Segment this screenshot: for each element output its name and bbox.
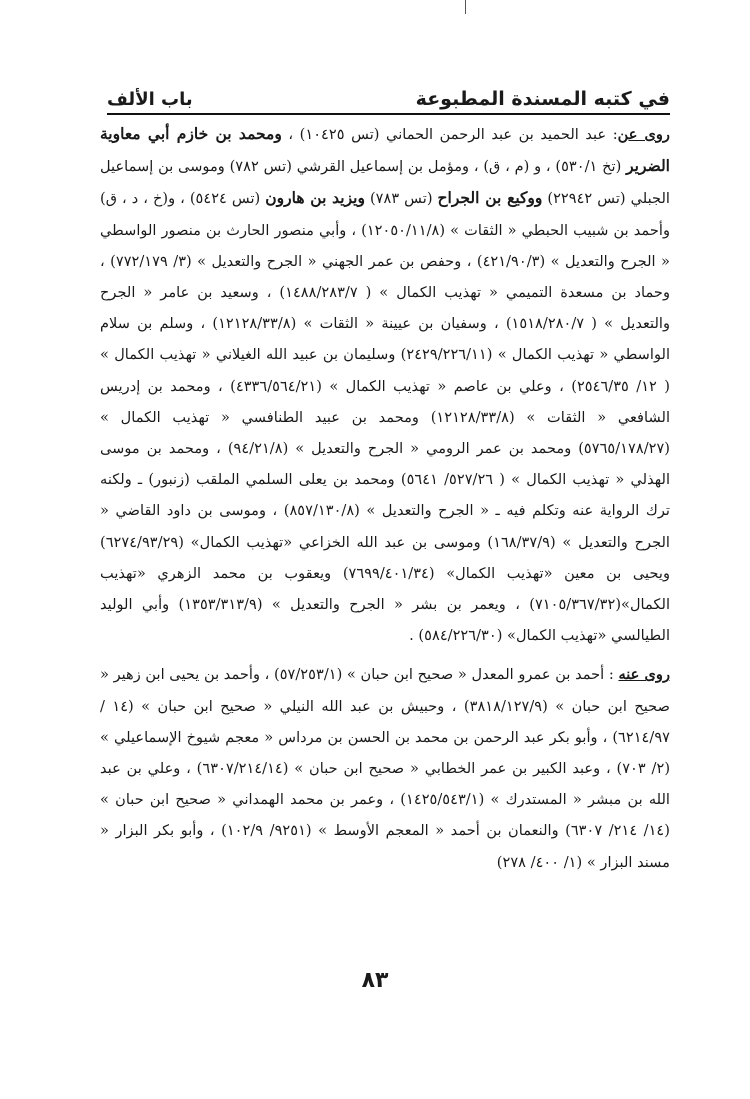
crop-mark (465, 0, 466, 14)
narrator-name-muhammad-ibn-khazim: ومحمد بن خازم أبي معاوية الضرير (100, 124, 670, 176)
narrated-from-text-3: (تس ٧٨٣) (364, 190, 438, 208)
narrated-from-label: روى عن (617, 126, 670, 143)
narrated-from-text-1: : عبد الحميد بن عبد الرحمن الحماني (تس ١٠٤٢٥) ، (281, 126, 618, 143)
narrated-by-paragraph (100, 659, 670, 877)
narrated-from-paragraph (100, 118, 670, 651)
narrated-by-text: : أحمد بن عمرو المعدل « صحيح ابن حبان » (٥٧/٢٥٣/١) ، وأحمد بن يحيى ابن زهير « صحيح ابن حبان » (٣٨١٨/١٢٧/٩) ، وحبيش بن عبد الله النيلي « صحيح ابن حبان » (١٤ /٦٢١٤/٩٧) ، وأبو بكر عبد الرحمن بن محمد بن الحسن بن مرداس « معجم شيوخ الإسماعيلي » (٢/ ٧٠٣) ، وعبد الكبير بن عمر الخطابي « صحيح ابن حبان » (٦٣٠٧/٢١٤/١٤) ، وعلي بن عبد الله بن مبشر « المستدرك » (١٤٢٥/٥٤٣/١) ، وعمر بن محمد الهمداني « صحيح ابن حبان » (١٤/ ٢١٤/ ٦٣٠٧) والنعمان بن أحمد « المعجم الأوسط » (٩٢٥١/ ١٠٢/٩) ، وأبو بكر البزار « مسند البزار » (١/ ٤٠٠/ ٢٧٨) (100, 666, 671, 871)
narrator-name-yazid-ibn-harun: ويزيد بن هارون (265, 188, 365, 208)
narrated-from-text-2: (تخ ٥٣٠/١) ، و (م ، ق) ، ومؤمل بن إسماعيل القرشي (تس ٧٨٢) وموسى بن إسماعيل الجبلي (تس ٢٢٩٤٢) (100, 158, 670, 208)
page-body (100, 118, 670, 878)
narrated-from-text-4: (تس ٥٤٢٤) ، و(خ ، د ، ق) وأحمد بن شبيب الحبطي « الثقات » (١٢٠٥٠/١١/٨) ، وأبي منصور الحارث بن منصور الواسطي « الجرح والتعديل » (٤٢١/٩٠/٣) ، وحفص بن عمر الجهني « الجرح والتعديل » (٣/ ٧٧٢/١٧٩) ، وحماد بن مسعدة التميمي « تهذيب الكمال » ( ١٤٨٨/٢٨٣/٧) ، وسعيد بن عامر « الجرح والتعديل » ( ١٥١٨/٢٨٠/٧) ، وسفيان بن عيينة « الثقات » (١٢١٢٨/٣٣/٨) ، وسلم بن سلام الواسطي « تهذيب الكمال » (٢٤٢٩/٢٢٦/١١) وسليمان بن عبيد الله الغيلاني « تهذيب الكمال » ( ١٢/ ٢٥٤٦/٣٥) ، وعلي بن عاصم « تهذيب الكمال » (٤٣٣٦/٥٦٤/٢١) ، ومحمد بن إدريس الشافعي « الثقات » (١٢١٢٨/٣٣/٨) ومحمد بن عبيد الطنافسي « تهذيب الكمال » (٥٧٦٥/١٧٨/٢٧) ومحمد بن عمر الرومي « الجرح والتعديل » (٩٤/٢١/٨) ، ومحمد بن موسى الهذلي « تهذيب الكمال » ( ٥٢٧/٢٦/ ٥٦٤١) ومحمد بن يعلى السلمي الملقب (زنبور) ـ ولكنه ترك الرواية عنه وتكلم فيه ـ « الجرح والتعديل » (٨٥٧/١٣٠/٨) ، وموسى بن داود القاضي « الجرح والتعديل » (١٦٨/٣٧/٩) وموسى بن عبد الله الخزاعي «تهذيب الكمال» (٦٢٧٤/٩٣/٢٩) ويحيى بن معين «تهذيب الكمال» (٧٦٩٩/٤٠١/٣٤) ويعقوب بن محمد الزهري «تهذيب الكمال»(٧١٠٥/٣٦٧/٣٢) ، ويعمر بن بشر « الجرح والتعديل » (١٣٥٣/٣١٣/٩) وأبي الوليد الطيالسي «تهذيب الكمال» (٥٨٤/٢٢٦/٣٠) . (100, 190, 671, 645)
narrated-by-label: روى عنه (618, 666, 670, 684)
running-header (107, 70, 670, 110)
page-number: ٨٣ (361, 968, 389, 993)
chapter-title: باب الألف (107, 89, 193, 110)
narrator-name-waki-ibn-al-jarrah: ووكيع بن الجراح (437, 188, 543, 208)
header-rule (107, 113, 670, 115)
book-title: في كتبه المسندة المطبوعة (415, 88, 670, 110)
